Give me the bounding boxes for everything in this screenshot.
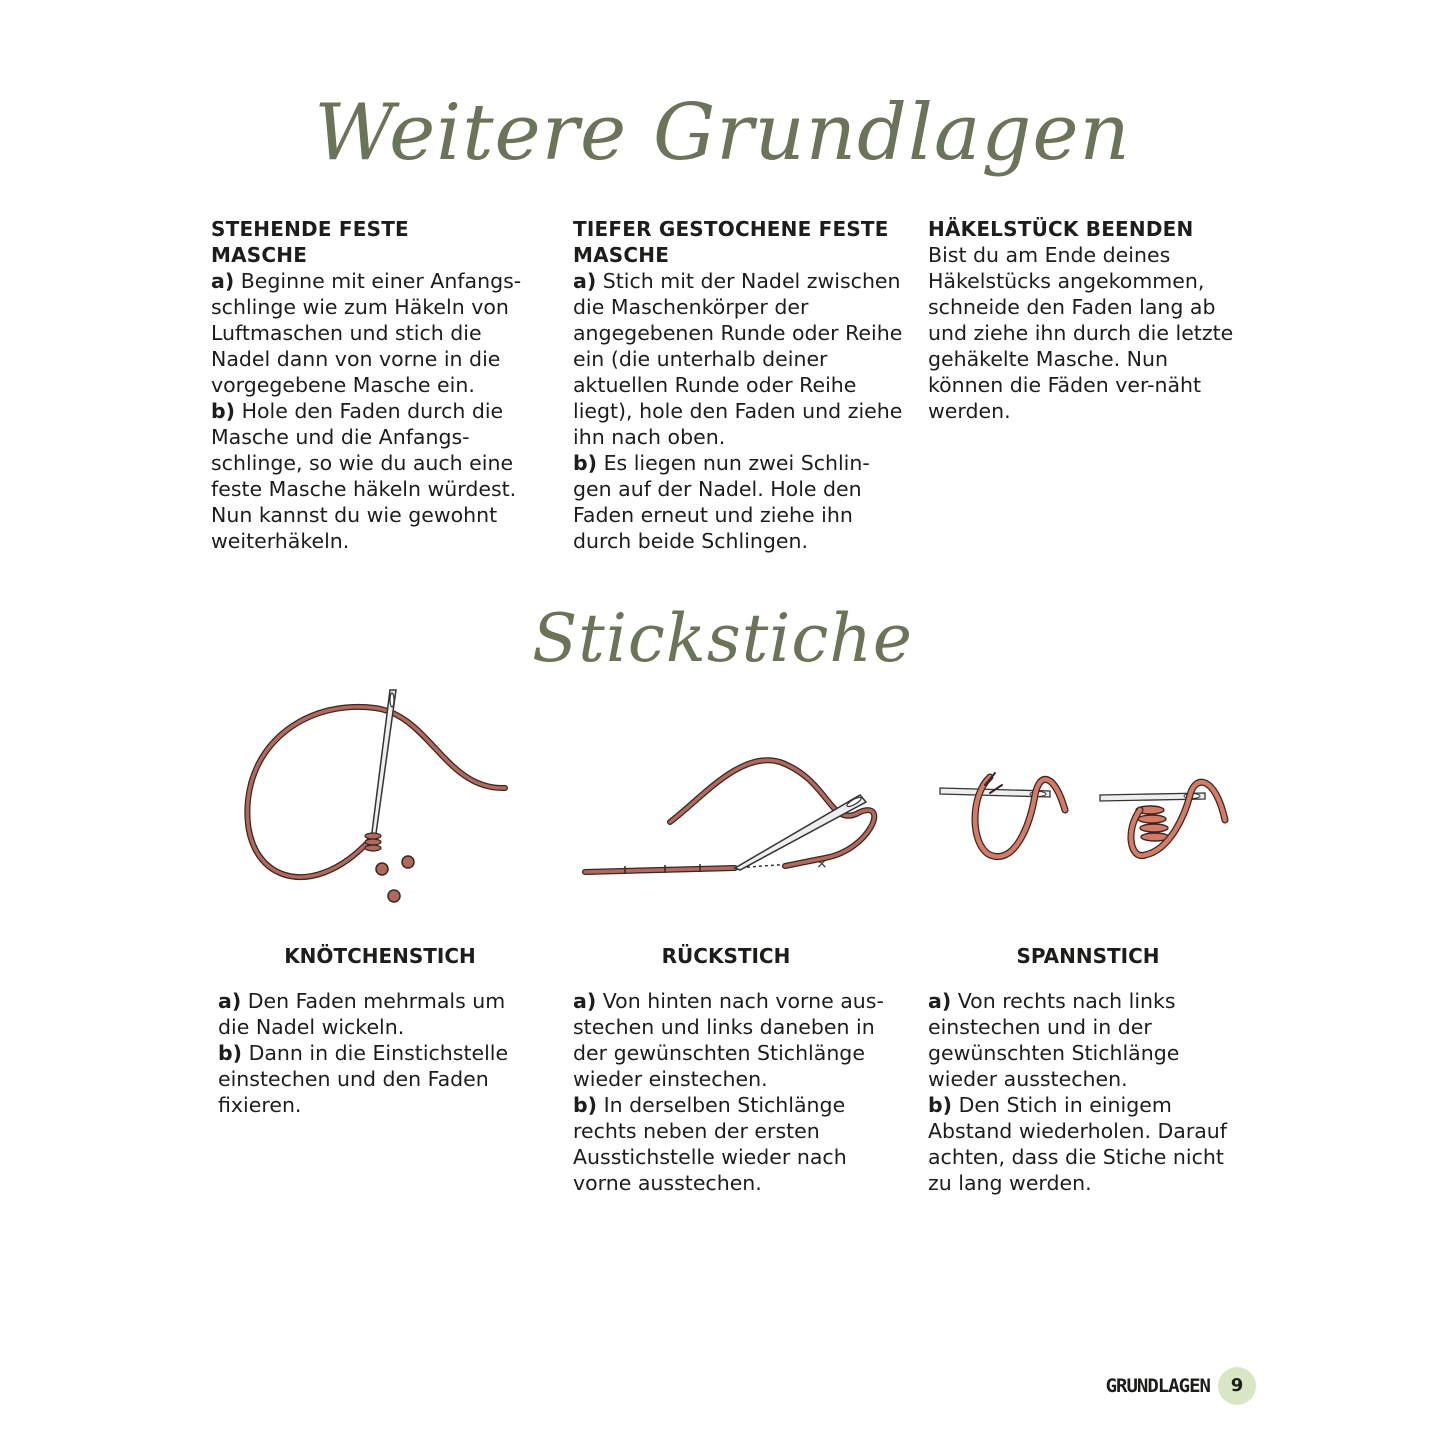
stitch-instructions xyxy=(573,988,903,1196)
step-label: b) xyxy=(218,1041,243,1065)
back-stitch-illustration xyxy=(570,740,900,890)
step-b xyxy=(573,1092,903,1196)
heading-line: MASCHE xyxy=(573,243,670,267)
step-text: Von rechts nach links einstechen und in der gewünschten Stichlänge wieder ausstechen. xyxy=(928,989,1180,1091)
heading-line: STEHENDE FESTE xyxy=(211,217,409,241)
step-label: a) xyxy=(218,989,242,1013)
stitch-instructions xyxy=(218,988,538,1118)
heading-line: MASCHE xyxy=(211,243,308,267)
step-text: Beginne mit einer Anfangs-schlinge wie zum Häkeln von Luftmaschen und stich die Nadel dann von vorne in die vorgegebene Masche ein. xyxy=(211,269,522,397)
french-knot-illustration xyxy=(230,670,530,920)
section-text: Bist du am Ende deines Häkelstücks angekommen, schneide den Faden lang ab und ziehe ihn durch die letzte gehäkelte Masche. Nun können die Fäden ver-näht werden. xyxy=(928,243,1234,423)
step-label: a) xyxy=(573,989,597,1013)
page-number-badge: 9 xyxy=(1218,1367,1256,1405)
footer-section-label: GRUNDLAGEN xyxy=(1105,1375,1210,1397)
step-text: Von hinten nach vorne aus-stechen und links daneben in der gewünschten Stichlänge wieder einstechen. xyxy=(573,989,884,1091)
step-label: a) xyxy=(928,989,952,1013)
step-text: Den Faden mehrmals um die Nadel wickeln. xyxy=(218,989,506,1039)
section-finish-piece xyxy=(928,216,1238,424)
step-label: b) xyxy=(573,1093,598,1117)
step-text: Dann in die Einstichstelle einstechen und den Faden fixieren. xyxy=(218,1041,509,1117)
needle-icon xyxy=(370,690,396,848)
step-label: b) xyxy=(928,1093,953,1117)
stitch-title-back-stitch: RÜCKSTICH xyxy=(661,944,791,968)
step-label: b) xyxy=(573,451,598,475)
step-text: In derselben Stichlänge rechts neben der ersten Ausstichstelle wieder nach vorne ausstechen. xyxy=(573,1093,847,1195)
section-heading xyxy=(211,216,541,268)
step-label: a) xyxy=(573,269,597,293)
step-a xyxy=(573,988,903,1092)
stitch-title-french-knot: KNÖTCHENSTICH xyxy=(284,944,476,968)
heading-line: TIEFER GESTOCHENE FESTE xyxy=(573,217,889,241)
section-standing-single-crochet xyxy=(211,216,541,554)
knot-wraps-icon xyxy=(365,833,381,851)
satin-stitch-illustration xyxy=(930,755,1240,875)
page-title: Weitere Grundlagen xyxy=(314,88,1131,178)
stitch-instructions xyxy=(928,988,1238,1196)
stitch-title-satin-stitch: SPANNSTICH xyxy=(1016,944,1160,968)
section-heading xyxy=(573,216,903,268)
step-a xyxy=(218,988,538,1040)
needle-icon xyxy=(735,795,866,870)
section-deep-single-crochet xyxy=(573,216,903,554)
step-label: a) xyxy=(211,269,235,293)
step-label: b) xyxy=(211,399,236,423)
step-text: Es liegen nun zwei Schlin-gen auf der Nadel. Hole den Faden erneut und ziehe ihn durch beide Schlingen. xyxy=(573,451,870,553)
step-b xyxy=(211,398,541,554)
step-b xyxy=(928,1092,1238,1196)
step-b xyxy=(573,450,903,554)
step-a xyxy=(573,268,903,450)
step-text: Den Stich in einigem Abstand wiederholen. Darauf achten, dass die Stiche nicht zu lang werden. xyxy=(928,1093,1228,1195)
knots-icon xyxy=(376,856,414,902)
svg-text:×: × xyxy=(816,856,828,872)
stitches-title: Stickstiche xyxy=(532,600,913,677)
step-text: Hole den Faden durch die Masche und die Anfangs-schlinge, so wie du auch eine feste Masche häkeln würdest. Nun kannst du wie gewohnt weiterhäkeln. xyxy=(211,399,517,553)
step-a xyxy=(928,988,1238,1092)
step-b xyxy=(218,1040,538,1118)
step-text: Stich mit der Nadel zwischen die Maschenkörper der angegebenen Runde oder Reihe ein (die unterhalb deiner aktuellen Runde oder Reihe liegt), hole den Faden und ziehe ihn nach oben. xyxy=(573,269,903,449)
step-a xyxy=(211,268,541,398)
section-heading: HÄKELSTÜCK BEENDEN xyxy=(928,217,1194,241)
